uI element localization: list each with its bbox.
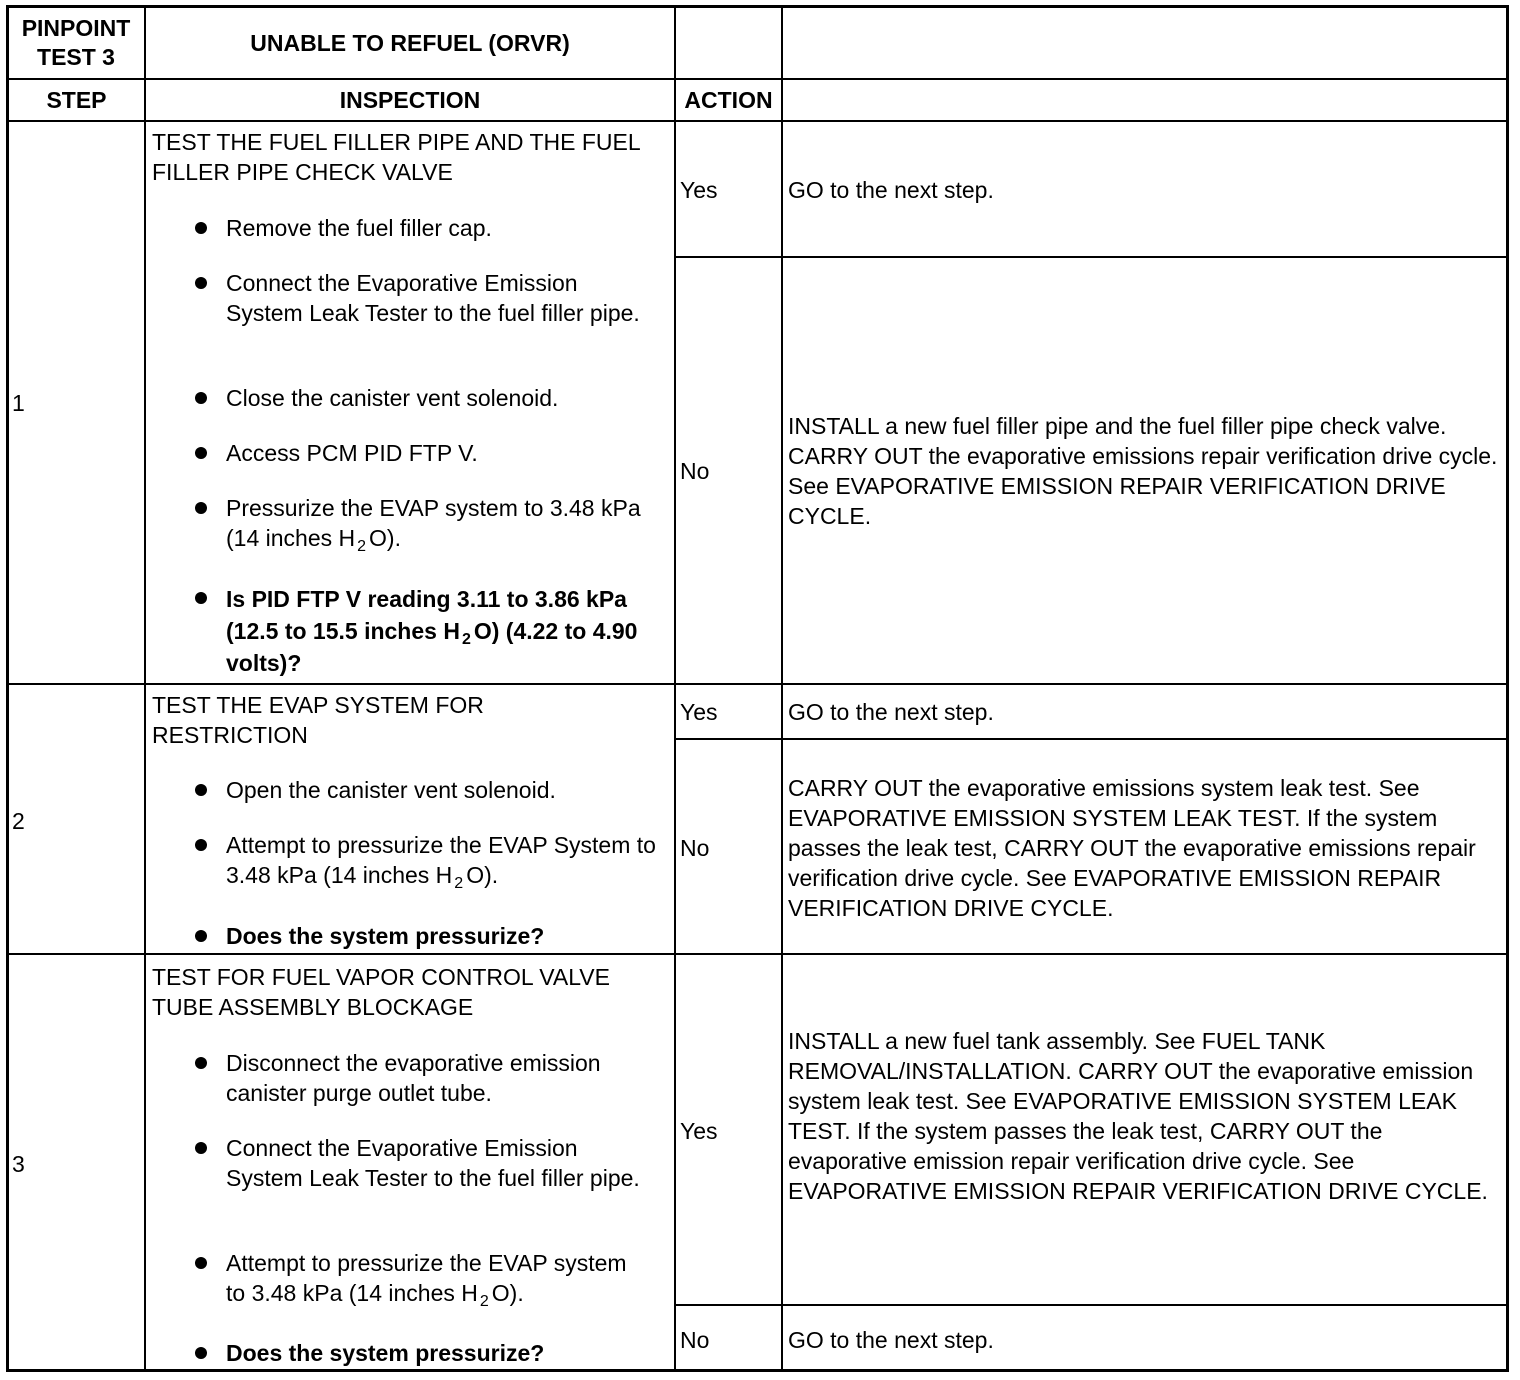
- step-heading: TEST THE EVAP SYSTEM FOR RESTRICTION: [152, 692, 484, 748]
- col-divider-step: [144, 5, 146, 1371]
- yes-label: Yes: [680, 699, 718, 725]
- row-divider-step1: [6, 683, 1509, 685]
- border-left: [6, 5, 9, 1372]
- bullet-text-suffix: O) (4.22 to 4.90 volts)?: [226, 618, 638, 676]
- step-heading: TEST FOR FUEL VAPOR CONTROL VALVE TUBE ASSEMBLY BLOCKAGE: [152, 964, 610, 1020]
- yes-action: GO to the next step.: [788, 699, 994, 725]
- subscript: 2: [461, 631, 471, 648]
- bullet-item: Disconnect the evaporative emission canister purge outlet tube.: [226, 1048, 646, 1108]
- bullet-text-suffix: O).: [466, 862, 499, 888]
- yes-action: GO to the next step.: [788, 177, 994, 203]
- bullet-text: Attempt to pressurize the EVAP System to 3.48 kPa (14 inches H: [226, 832, 656, 888]
- bullet-text-suffix: O).: [369, 525, 401, 551]
- bullet-text: Attempt to pressurize the EVAP system to 3.48 kPa (14 inches H: [226, 1250, 627, 1306]
- no-action: CARRY OUT the evaporative emissions system leak test. See EVAPORATIVE EMISSION SYSTEM LEAK TEST. If the system passes the leak test, CARRY OUT the evaporative emissions repair verification drive cycle. See EVAPORATIVE EMISSION REPAIR VERIFICATION DRIVE CYCLE.: [788, 775, 1476, 921]
- pinpoint-label: PINPOINT TEST 3: [21, 15, 131, 70]
- col-divider-inspection: [674, 5, 676, 1371]
- bullet-item: [226, 493, 646, 553]
- no-label: No: [680, 1327, 710, 1353]
- bullet-item: Access PCM PID FTP V.: [226, 438, 646, 468]
- column-header-step: STEP: [46, 87, 107, 113]
- yes-label: Yes: [680, 177, 718, 203]
- no-label: No: [680, 458, 710, 484]
- subscript: 2: [479, 1293, 489, 1310]
- yes-no-divider-1: [675, 256, 1509, 258]
- test-title: UNABLE TO REFUEL (ORVR): [250, 30, 570, 56]
- no-action: GO to the next step.: [788, 1327, 994, 1353]
- bullet-question: [226, 583, 656, 679]
- bullet-item: Remove the fuel filler cap.: [226, 213, 646, 243]
- bullet-item: [226, 830, 656, 890]
- bullet-question: Does the system pressurize?: [226, 1338, 656, 1368]
- no-action: INSTALL a new fuel filler pipe and the fuel filler pipe check valve. CARRY OUT the evaporative emissions repair verification drive cycle. See EVAPORATIVE EMISSION REPAIR VERIFICATION DRIVE CYCLE.: [788, 413, 1498, 529]
- step-number: 2: [12, 808, 25, 834]
- border-top: [6, 5, 1509, 8]
- border-right: [1506, 5, 1509, 1372]
- bullet-text: Pressurize the EVAP system to 3.48 kPa (14 inches H: [226, 495, 641, 551]
- row-divider-step2: [6, 953, 1509, 955]
- step-heading: TEST THE FUEL FILLER PIPE AND THE FUEL FILLER PIPE CHECK VALVE: [152, 129, 640, 185]
- column-header-action: ACTION: [684, 87, 773, 113]
- step-number: 3: [12, 1151, 25, 1177]
- bullet-item: Connect the Evaporative Emission System Leak Tester to the fuel filler pipe.: [226, 1133, 646, 1193]
- no-label: No: [680, 835, 710, 861]
- column-header-inspection: INSPECTION: [339, 87, 481, 113]
- bullet-item: [226, 1248, 646, 1308]
- row-divider-title: [6, 78, 1509, 80]
- bullet-item: Close the canister vent solenoid.: [226, 383, 646, 413]
- yes-label: Yes: [680, 1118, 718, 1144]
- step-number: 1: [12, 390, 25, 416]
- border-bottom: [6, 1369, 1509, 1372]
- col-divider-action: [781, 5, 783, 1371]
- yes-action: INSTALL a new fuel tank assembly. See FUEL TANK REMOVAL/INSTALLATION. CARRY OUT the evaporative emission system leak test. See EVAPORATIVE EMISSION SYSTEM LEAK TEST. If the system passes the leak test, CARRY OUT the evaporative emission repair verification drive cycle. See EVAPORATIVE EMISSION REPAIR VERIFICATION DRIVE CYCLE.: [788, 1028, 1488, 1204]
- yes-no-divider-3: [675, 1304, 1509, 1306]
- subscript: 2: [357, 538, 367, 555]
- subscript: 2: [454, 875, 464, 892]
- yes-no-divider-2: [675, 738, 1509, 740]
- bullet-question: Does the system pressurize?: [226, 921, 656, 951]
- bullet-text-suffix: O).: [491, 1280, 524, 1306]
- bullet-item: Open the canister vent solenoid.: [226, 775, 646, 805]
- bullet-item: Connect the Evaporative Emission System Leak Tester to the fuel filler pipe.: [226, 268, 646, 328]
- row-divider-header: [6, 120, 1509, 122]
- bullet-text: Is PID FTP V reading 3.11 to 3.86 kPa (12.5 to 15.5 inches H: [226, 586, 627, 644]
